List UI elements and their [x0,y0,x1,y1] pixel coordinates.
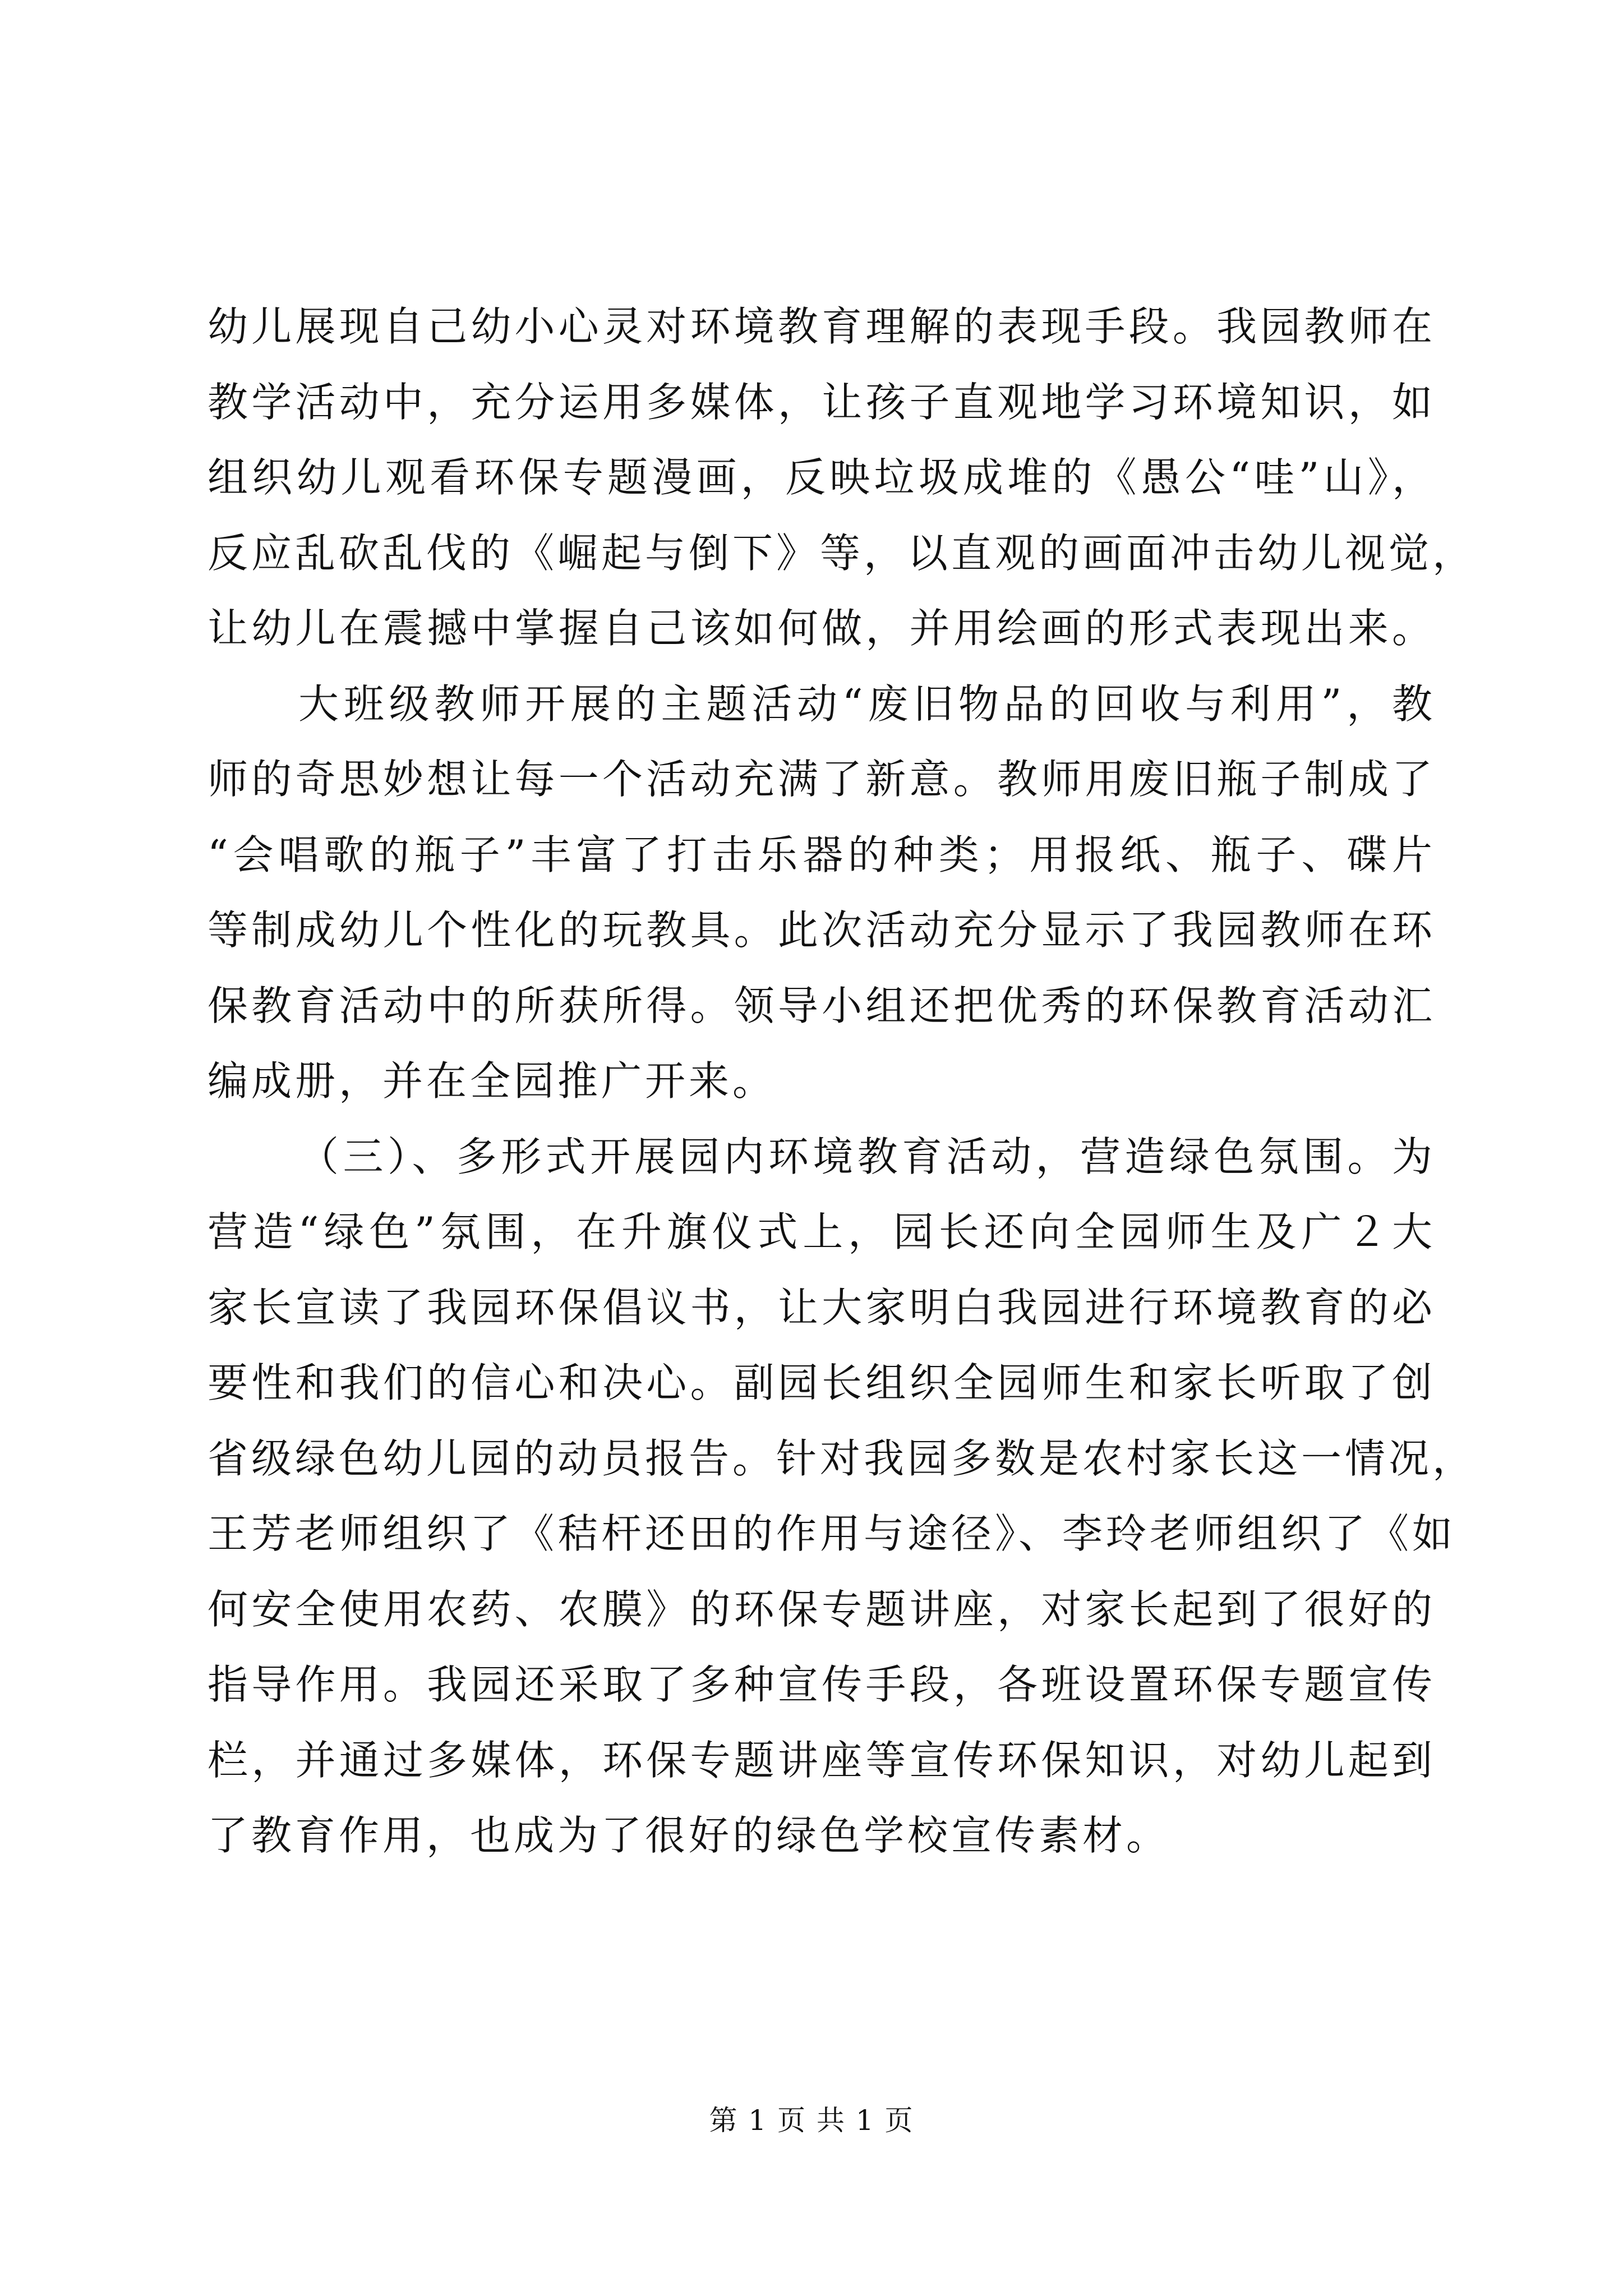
text-line: 组织幼儿观看环保专题漫画，反映垃圾成堆的《愚公“哇”山》， [208,454,1436,501]
text-line: 大班级教师开展的主题活动“废旧物品的回收与利用”，教 [298,680,1436,728]
paragraph-2 [208,666,1436,1119]
text-line: 指导作用。我园还采取了多种宣传手段，各班设置环保专题宣传 [208,1661,1436,1708]
text-line: 省级绿色幼儿园的动员报告。针对我园多数是农村家长这一情况， [208,1434,1477,1482]
text-line: 师的奇思妙想让每一个活动充满了新意。教师用废旧瓶子制成了 [208,756,1436,803]
text-line: 家长宣读了我园环保倡议书，让大家明白我园进行环境教育的必 [208,1283,1436,1331]
paragraph-1 [208,289,1477,666]
text-line: （三）、多形式开展园内环境教育活动，营造绿色氛围。为 [298,1133,1436,1180]
text-line: 让幼儿在震撼中掌握自己该如何做，并用绘画的形式表现出来。 [208,605,1436,652]
text-line: 营造“绿色”氛围，在升旗仪式上，园长还向全园师生及广２大 [208,1208,1436,1255]
paragraph-3 [208,1119,1477,1874]
text-line: 教学活动中，充分运用多媒体，让孩子直观地学习环境知识，如 [208,378,1436,426]
text-line: 反应乱砍乱伐的《崛起与倒下》等，以直观的画面冲击幼儿视觉， [208,529,1477,577]
text-line: 保教育活动中的所获所得。领导小组还把优秀的环保教育活动汇 [208,982,1436,1029]
text-line: 幼儿展现自己幼小心灵对环境教育理解的表现手段。我园教师在 [208,303,1436,350]
text-line: 了教育作用，也成为了很好的绿色学校宣传素材。 [208,1812,1170,1859]
text-line: 等制成幼儿个性化的玩教具。此次活动充分显示了我园教师在环 [208,907,1436,954]
text-line: “会唱歌的瓶子”丰富了打击乐器的种类；用报纸、瓶子、碟片 [208,831,1436,878]
text-line: 何安全使用农药、农膜》的环保专题讲座，对家长起到了很好的 [208,1585,1436,1633]
text-line: 要性和我们的信心和决心。副园长组织全园师生和家长听取了创 [208,1359,1436,1406]
text-line: 王芳老师组织了《秸杆还田的作用与途径》、李玲老师组织了《如 [208,1510,1456,1557]
text-line: 栏，并通过多媒体，环保专题讲座等宣传环保知识，对幼儿起到 [208,1736,1436,1784]
text-line: 编成册，并在全园推广开来。 [208,1057,777,1105]
page-footer: 第 1 页 共 1 页 [709,2104,914,2137]
body-text [208,289,1477,1874]
